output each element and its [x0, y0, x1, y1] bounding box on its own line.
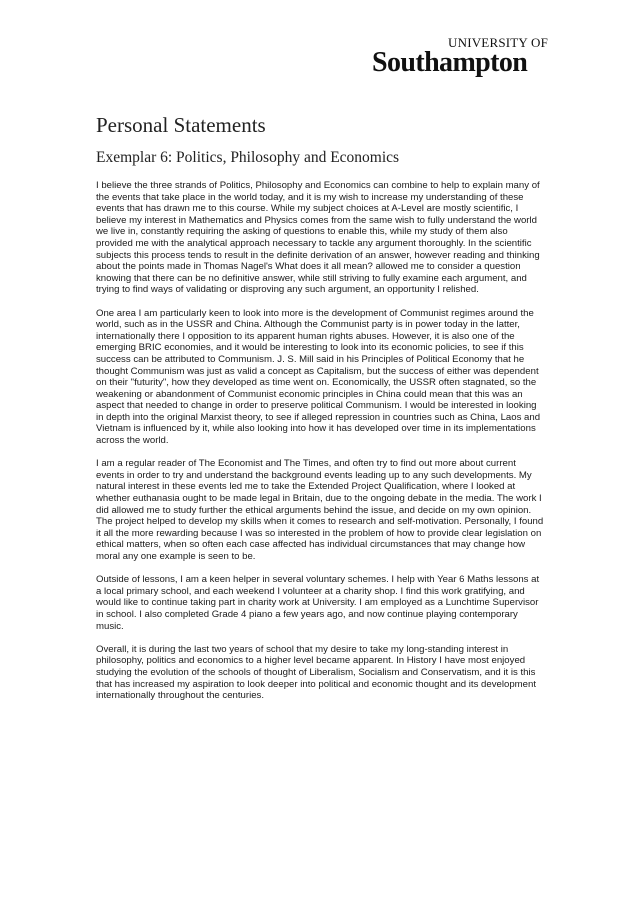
statement-body: [96, 180, 544, 713]
paragraph: One area I am particularly keen to look into more is the development of Communist regimes around the world, such as in the USSR and China. Although the Communist party is in power today in the latter, internationally there I opposition to its apparent human rights abuses. However, it is also one of the emerging BRIC economies, and it would be interesting to look into its economic policies, to see if this success can be attributed to Communism. J. S. Mill said in his Principles of Political Economy that he thought Communism was just as valid a concept as Capitalism, but the success of either was dependent on their "futurity", how they developed as time went on. Economically, the USSR often stagnated, so the weakening or abandonment of Communist economic principles in China could mean that this was an aspect that needed to change in order to preserve political Communism. I would be interested in looking in depth into the original Marxist theory, to see if alleged repression in countries such as China, Laos and Vietnam is influenced by it, while also looking into how it has developed over time in its implementations across the world.: [96, 307, 541, 447]
page-title: Personal Statements: [96, 113, 266, 137]
university-logo: [372, 36, 548, 77]
page-subtitle: Exemplar 6: Politics, Philosophy and Economics: [96, 149, 400, 166]
paragraph: I believe the three strands of Politics, Philosophy and Economics can combine to help to explain many of the events that take place in the world today, and it is my wish to increase my understanding of these events that has drawn me to this course. While my subject choices at A-Level are mostly scientific, I believe my interest in Mathematics and Physics comes from the same wish to fully understand the world we live in, constantly requiring the asking of questions to enable this, while my study of them also provided me with the analytical approach necessary to tackle any argument thoroughly. In the scientific subjects this process tends to result in the definite derivation of an answer, however reading and thinking about the points made in Thomas Nagel's What does it all mean? allowed me to consider a question knowing that there can be no definitive answer, while still striving to fully examine each argument, and trying to find ways of validating or disproving any such argument, an opportunity I relished.: [96, 180, 540, 296]
paragraph: Overall, it is during the last two years of school that my desire to take my long-standing interest in philosophy, politics and economics to a higher level became apparent. In History I have most enjoyed studying the evolution of the schools of thought of Liberalism, Socialism and Conservatism, and it is this that has increased my aspiration to look deeper into political and economic thought and its development internationally throughout the centuries.: [96, 643, 536, 702]
paragraph: I am a regular reader of The Economist and The Times, and often try to find out more about current events in order to try and understand the background events leading up to any such developments. My natural interest in these events led me to take the Extended Project Qualification, where I looked at whether euthanasia ought to be made legal in Britain, due to the ongoing debate in the media. The work I did allowed me to study further the ethical arguments behind the issue, and decide on my own opinion. The project helped to develop my skills when it comes to research and self-motivation. Personally, I found it all the more rewarding because I was so interested in the problem of how to provide clear legislation on ethical matters, when so often each case affected has individual circumstances that may change how moral any one example is seen to be.: [96, 458, 544, 562]
logo-university-of: UNIVERSITY OF: [448, 35, 548, 50]
logo-southampton: Southampton: [372, 47, 528, 78]
paragraph: Outside of lessons, I am a keen helper in several voluntary schemes. I help with Year 6 Maths lessons at a local primary school, and each weekend I volunteer at a charity shop. I find this work gratifying, and would like to continue taking part in charity work at University. I am employed as a Lunchtime Supervisor in school. I also completed Grade 4 piano a few years ago, and now continue playing contemporary music.: [96, 574, 540, 632]
